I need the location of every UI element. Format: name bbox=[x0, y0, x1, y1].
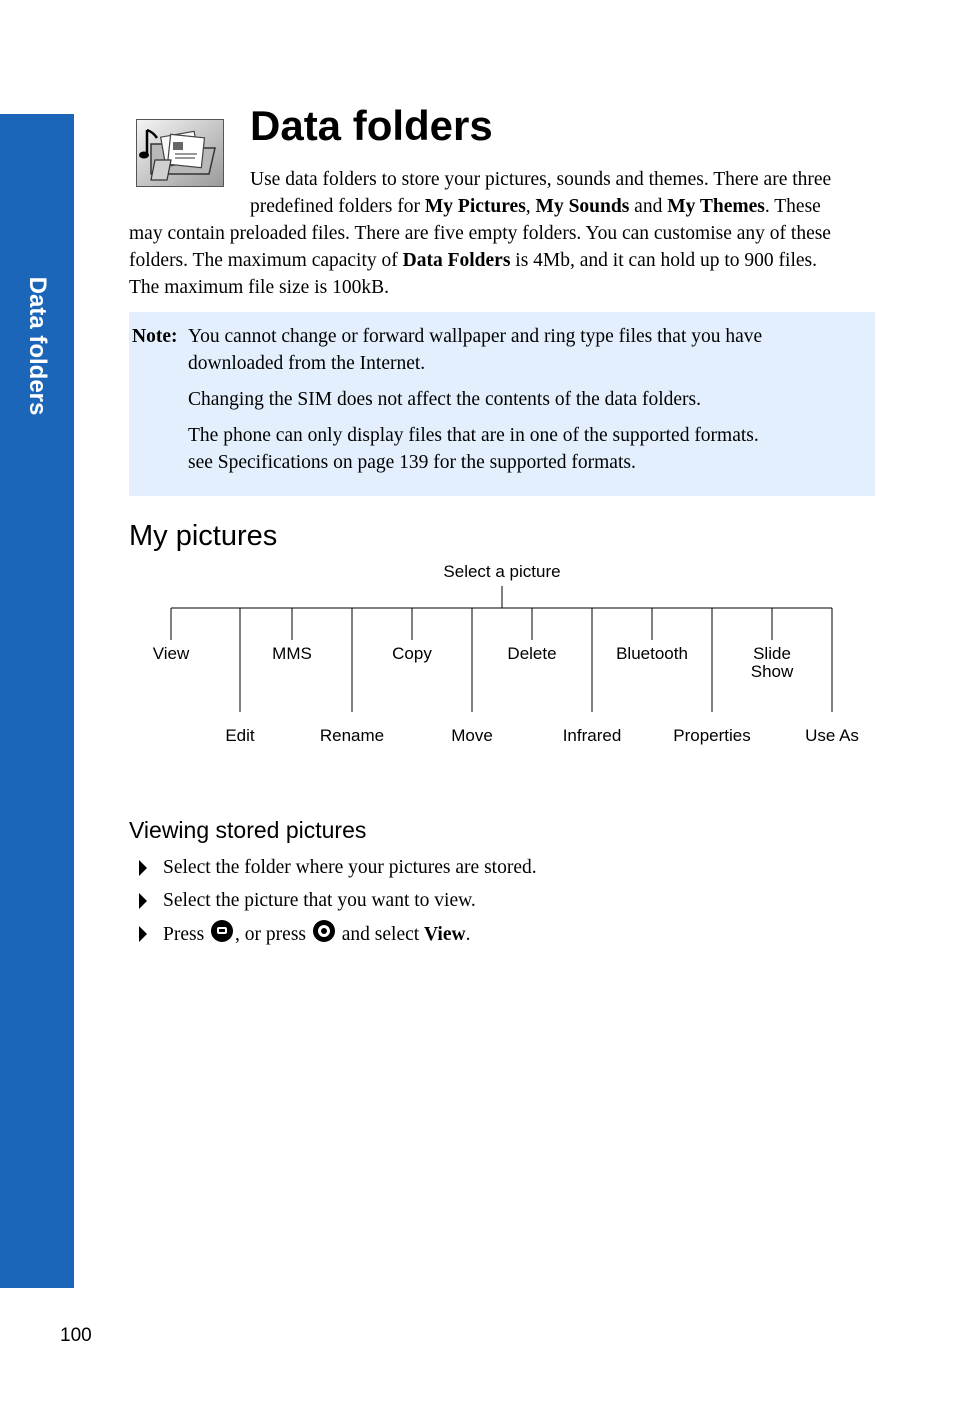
steps-list bbox=[139, 851, 537, 950]
subsection-title: Viewing stored pictures bbox=[129, 817, 367, 843]
menu-option-label: Slide Show bbox=[750, 644, 794, 681]
page-title: Data folders bbox=[250, 102, 493, 149]
side-tab-label: Data folders bbox=[24, 276, 51, 416]
page-number: 100 bbox=[60, 1325, 92, 1346]
bullet-arrow-icon bbox=[139, 893, 147, 909]
step-text: , or press bbox=[235, 923, 306, 945]
intro-text: predefined folders for bbox=[250, 196, 425, 217]
step-text: Press bbox=[163, 923, 205, 945]
intro-text: The maximum file size is 100kB. bbox=[129, 277, 389, 298]
intro-line bbox=[129, 193, 874, 220]
menu-option-label: View bbox=[152, 644, 190, 663]
intro-line bbox=[129, 274, 874, 301]
intro-text: Use data folders to store your pictures, sounds and themes. There are three bbox=[250, 169, 832, 190]
intro-text: may contain preloaded files. There are five empty folders. You can customise any of these bbox=[129, 223, 831, 244]
bold-term: My Themes bbox=[667, 196, 765, 217]
menu-option-label: Delete bbox=[507, 644, 557, 663]
note-text: downloaded from the Internet. bbox=[188, 353, 426, 374]
intro-text: and bbox=[629, 196, 668, 217]
note-box bbox=[129, 312, 875, 496]
menu-option-label: Move bbox=[451, 726, 493, 745]
menu-option-label: MMS bbox=[272, 644, 312, 663]
intro-text: folders. The maximum capacity of bbox=[129, 250, 403, 271]
step-text: . bbox=[465, 923, 471, 945]
bullet-arrow-icon bbox=[139, 860, 147, 876]
bullet-arrow-icon bbox=[139, 926, 147, 942]
side-tab bbox=[0, 114, 74, 1288]
note-label: Note: bbox=[132, 326, 178, 347]
soft-key-icon bbox=[211, 920, 233, 942]
bold-term: Data Folders bbox=[402, 250, 511, 271]
step-text: and select bbox=[341, 923, 420, 945]
menu-option-label: Rename bbox=[319, 726, 385, 745]
menu-tree-root: Select a picture bbox=[443, 562, 561, 581]
menu-option-label: Use As bbox=[805, 726, 859, 745]
navigation-key-icon bbox=[313, 920, 335, 942]
note-text: see Specifications on page 139 for the supported formats. bbox=[188, 452, 636, 473]
step-text: Select the picture that you want to view. bbox=[163, 890, 476, 911]
bold-term: My Sounds bbox=[535, 196, 630, 217]
intro-line bbox=[129, 166, 874, 193]
step-bold-text: View bbox=[424, 923, 466, 945]
intro-line bbox=[129, 247, 874, 274]
note-text: The phone can only display files that are in one of the supported formats. bbox=[188, 425, 759, 446]
note-text: You cannot change or forward wallpaper and ring type files that you have bbox=[188, 326, 763, 347]
menu-option-label: Copy bbox=[392, 644, 432, 663]
menu-option-label: Infrared bbox=[562, 726, 622, 745]
list-item bbox=[139, 851, 537, 884]
step-text: Select the folder where your pictures are stored. bbox=[163, 857, 537, 878]
menu-option-label: Bluetooth bbox=[616, 644, 688, 663]
list-item bbox=[139, 917, 537, 950]
menu-option-label: Properties bbox=[673, 726, 751, 745]
note-text: Changing the SIM does not affect the contents of the data folders. bbox=[188, 389, 702, 410]
intro-text: . These bbox=[764, 196, 821, 217]
intro-text: , bbox=[525, 196, 536, 217]
section-title: My pictures bbox=[129, 520, 278, 552]
intro-text: is 4Mb, and it can hold up to 900 files. bbox=[510, 250, 817, 271]
menu-option-label: Edit bbox=[225, 726, 255, 745]
list-item bbox=[139, 884, 537, 917]
intro-paragraph bbox=[129, 166, 874, 301]
bold-term: My Pictures bbox=[424, 196, 526, 217]
intro-line bbox=[129, 220, 874, 247]
